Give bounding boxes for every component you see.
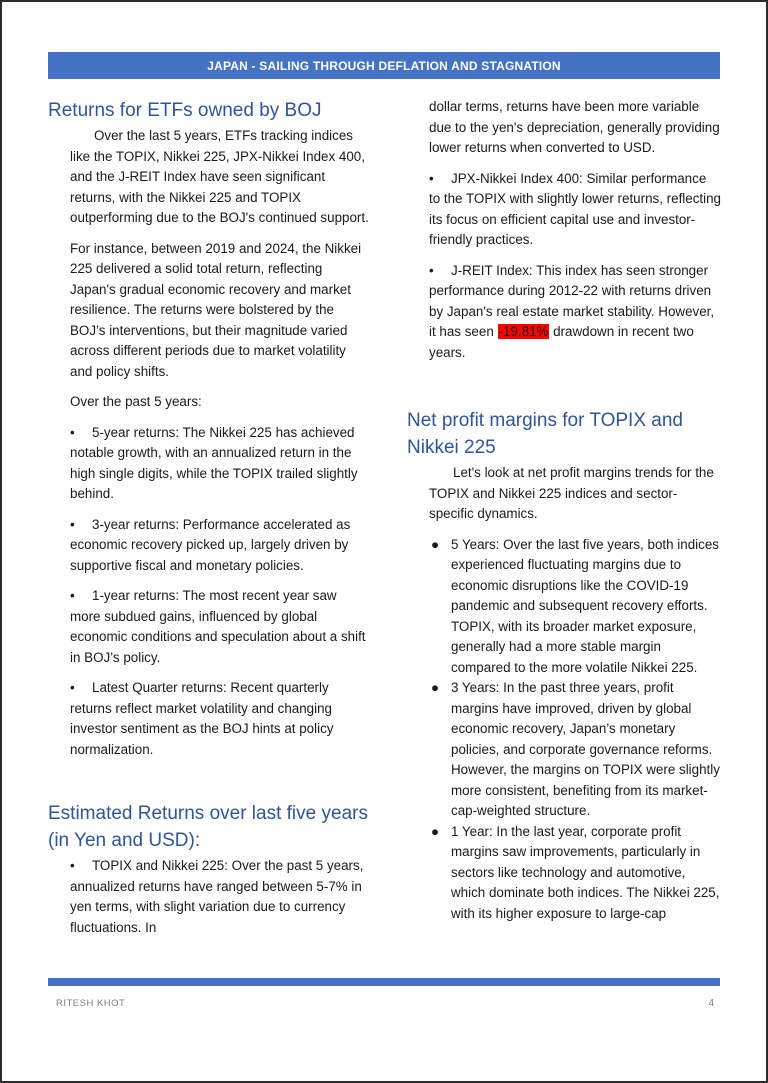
bullet-icon: • — [429, 170, 434, 186]
section-title-estimated-returns: Estimated Returns over last five years (in Yen and USD): — [48, 803, 368, 851]
list-item-text: TOPIX and Nikkei 225: Over the past 5 years, annualized returns have ranged between 5-7% in yen terms, with slight variation due to currency fluctuations. In — [70, 858, 364, 935]
list-item — [429, 822, 721, 925]
list-item — [429, 535, 721, 679]
bullet-icon: • — [70, 588, 75, 603]
bullet-icon: ● — [431, 536, 440, 552]
list-item-text: 1-year returns: The most recent year saw more subdued gains, influenced by global economic conditions and speculation about a shift in BOJ’s policy. — [70, 588, 366, 665]
paragraph: Over the past 5 years: — [70, 394, 202, 409]
bullet-icon: • — [70, 858, 75, 873]
list-item-text: 3-year returns: Performance accelerated as economic recovery picked up, largely driven by supportive fiscal and monetary policies. — [70, 516, 351, 573]
list-item-text: JPX-Nikkei Index 400: Similar performance to the TOPIX with slightly lower returns, reflecting its focus on efficient capital use and investor-friendly practices. — [429, 170, 721, 247]
list-item-text: drawdown in recent two years. — [429, 324, 694, 360]
bullet-icon: • — [70, 680, 75, 695]
header-title: JAPAN - SAILING THROUGH DEFLATION AND STAGNATION — [207, 58, 561, 73]
section-title-net-profit-margins: Net profit margins for TOPIX and Nikkei 225 — [407, 410, 683, 458]
bullet-icon: ● — [431, 823, 440, 839]
list-item — [429, 678, 721, 822]
page-number: 4 — [708, 998, 714, 1009]
list-item-text: 5 Years: Over the last five years, both indices experienced fluctuating margins due to economic disruptions like the COVID-19 pandemic and subsequent recovery efforts. TOPIX, with its broader market exposure, generally had a more stable margin compared to the more volatile Nikkei 225. — [451, 536, 719, 675]
bullet-icon: • — [70, 424, 75, 440]
list-item — [70, 586, 370, 668]
section-title-etf-returns: Returns for ETFs owned by BOJ — [48, 100, 322, 121]
list-item-text: J-REIT Index: This index has seen stronger performance during 2012-22 with returns driven by Japan's real estate market stability. However, it has seen — [429, 262, 715, 339]
list-item — [70, 423, 370, 505]
list-item-text: 3 Years: In the past three years, profit margins have improved, driven by global economic recovery, Japan’s monetary policies, and corporate governance reforms. However, the margins on TOPIX were slightly more consistent, benefiting from its market-cap-weighted structure. — [451, 680, 720, 818]
list-item — [429, 169, 721, 251]
list-item — [70, 856, 370, 938]
right-column — [407, 97, 721, 924]
paragraph: For instance, between 2019 and 2024, the Nikkei 225 delivered a solid total return, reflecting Japan's gradual economic recovery and market resilience. The returns were bolstered by the BOJ’s interventions, but their magnitude varied across different periods due to market volatility and policy shifts. — [70, 240, 362, 379]
paragraph: Let's look at net profit margins trends for the TOPIX and Nikkei 225 indices and sector-specific dynamics. — [429, 465, 714, 521]
left-column — [48, 97, 370, 948]
bullet-icon: ● — [431, 680, 440, 695]
list-item-text: Latest Quarter returns: Recent quarterly returns reflect market volatility and changing investor sentiment as the BOJ hints at policy normalization. — [70, 680, 334, 757]
list-item — [429, 261, 721, 364]
drawdown-highlight: -19.81% — [498, 324, 549, 339]
list-item-text: 5-year returns: The Nikkei 225 has achieved notable growth, with an annualized return in the high single digits, while the TOPIX trailed slightly behind. — [70, 424, 358, 501]
bullet-icon: • — [70, 516, 75, 532]
paragraph: dollar terms, returns have been more variable due to the yen's depreciation, generally providing lower returns when converted to USD. — [429, 99, 720, 155]
bullet-icon: • — [429, 262, 434, 278]
list-item-text: 1 Year: In the last year, corporate profit margins saw improvements, particularly in sectors like technology and automotive, which dominate both indices. The Nikkei 225, with its higher exposure to large-cap — [451, 823, 720, 921]
list-item — [70, 515, 370, 577]
paragraph: Over the last 5 years, ETFs tracking indices like the TOPIX, Nikkei 225, JPX-Nikkei Index 400, and the J-REIT Index have seen significant returns, with the Nikkei 225 and TOPIX outperforming due to the BOJ's continued support. — [70, 128, 369, 225]
footer-bar — [48, 978, 720, 986]
footer-author: RITESH KHOT — [56, 998, 126, 1009]
list-item — [70, 678, 370, 760]
